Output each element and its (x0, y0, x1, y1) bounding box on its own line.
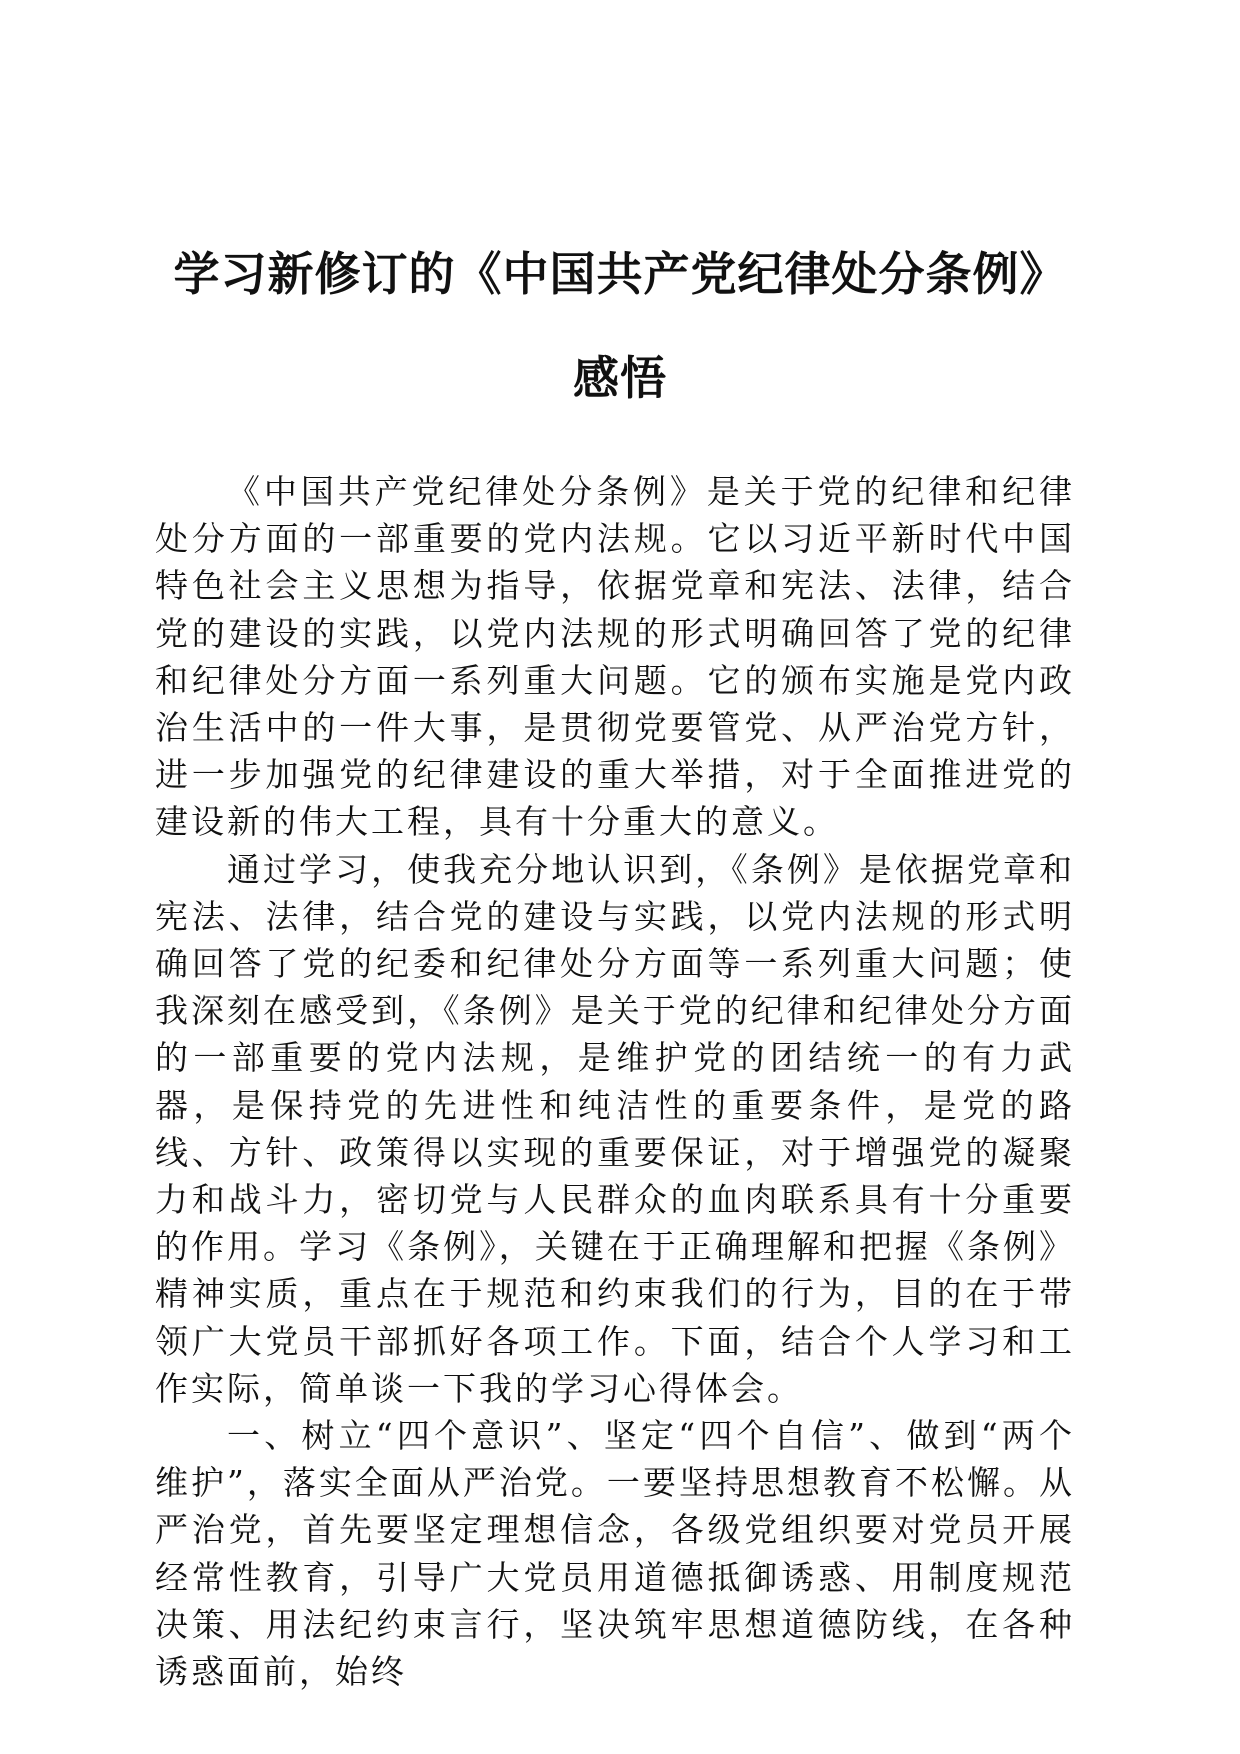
paragraph-3: 一、树立“四个意识”、坚定“四个自信”、做到“两个维护”，落实全面从严治党。一要坚持思想教育不松懈。从严治党，首先要坚定理想信念，各级党组织要对党员开展经常性教育，引导广大党员用道德抵御诱惑、用制度规范决策、用法纪约束言行，坚决筑牢思想道德防线，在各种诱惑面前，始终 (155, 1416, 1075, 1692)
document-title: 学习新修订的《中国共产党纪律处分条例》感悟 (173, 247, 1067, 405)
paragraph-1: 《中国共产党纪律处分条例》是关于党的纪律和纪律处分方面的一部重要的党内法规。它以习近平新时代中国特色社会主义思想为指导，依据党章和宪法、法律，结合党的建设的实践，以党内法规的形式明确回答了党的纪律和纪律处分方面一系列重大问题。它的颁布实施是党内政治生活中的一件大事，是贯彻党要管党、从严治党方针，进一步加强党的纪律建设的重大举措，对于全面推进党的建设新的伟大工程，具有十分重大的意义。 (155, 472, 1075, 842)
paragraph-2: 通过学习，使我充分地认识到，《条例》是依据党章和宪法、法律，结合党的建设与实践，以党内法规的形式明确回答了党的纪委和纪律处分方面等一系列重大问题；使我深刻在感受到，《条例》是关于党的纪律和纪律处分方面的一部重要的党内法规，是维护党的团结统一的有力武器，是保持党的先进性和纯洁性的重要条件，是党的路线、方针、政策得以实现的重要保证，对于增强党的凝聚力和战斗力，密切党与人民群众的血肉联系具有十分重要的作用。学习《条例》，关键在于正确理解和把握《条例》精神实质，重点在于规范和约束我们的行为，目的在于带领广大党员干部抓好各项工作。下面，结合个人学习和工作实际，简单谈一下我的学习心得体会。 (155, 849, 1075, 1408)
document-body (155, 468, 1075, 1695)
